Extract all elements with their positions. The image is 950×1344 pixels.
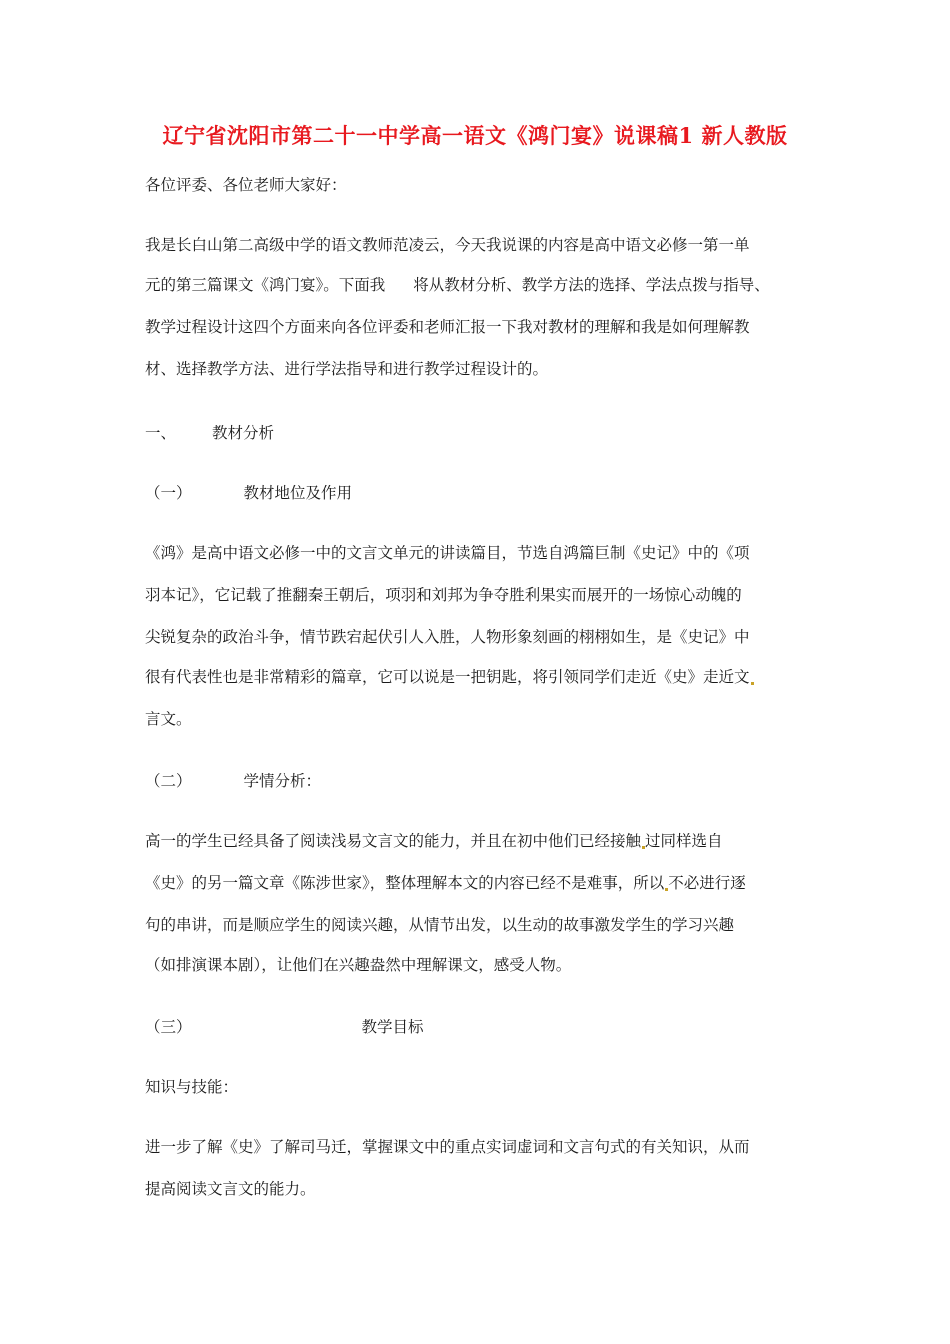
para2-line-2-part-a: 《史》的另一篇文章《陈涉世家》，整体理解本文的内容已经不是难事，所以 (145, 874, 665, 892)
intro-line-4 (145, 358, 548, 380)
annotation-mark (751, 682, 754, 685)
subsection-heading-1 (145, 482, 352, 504)
para1-line-5: 言文。 (145, 710, 192, 728)
para1-line-4-text: 很有代表性也是非常精彩的篇章，它可以说是一把钥匙，将引领同学们走近《史》走近文 (145, 668, 750, 686)
intro-line-4-part-a: 材、选择教学方法、进行学法指导 (145, 360, 378, 378)
para3-line-2: 提高阅读文言文的能力。 (145, 1180, 316, 1198)
subsection-number: （二） (145, 772, 192, 790)
subsection-heading-3 (145, 1016, 424, 1038)
document-title: 辽宁省沈阳市第二十一中学高一语文《鸿门宴》说课稿1 新人教版 (162, 123, 788, 148)
intro-line-2 (145, 274, 770, 296)
section-title: 教材分析 (212, 424, 275, 442)
subsection-number: （三） (145, 1018, 192, 1036)
subsection-title: 学情分析： (243, 772, 322, 790)
para1-line-3: 尖锐复杂的政治斗争，情节跌宕起伏引人入胜，人物形象刻画的栩栩如生，是《史记》中 (145, 628, 750, 646)
intro-line-2-part-a: 元的第三篇课文《鸿门宴》。下面我 (145, 276, 386, 294)
para1-line-1: 《鸿》是高中语文必修一中的文言文单元的讲读篇目，节选自鸿篇巨制《史记》中的《项 (145, 544, 750, 562)
subsection-title: 教学目标 (361, 1018, 424, 1036)
knowledge-label: 知识与技能： (145, 1078, 239, 1096)
greeting: 各位评委、各位老师大家好： (145, 176, 347, 194)
subsection-heading-2 (145, 770, 321, 792)
para2-line-1-part-a: 高一的学生已经具备了阅读浅易文言文的能力，并且在初中他们已经接触 (145, 832, 642, 850)
intro-line-4-part-b: 和进行教学过程设计的。 (377, 360, 549, 378)
para2-line-3: 句的串讲，而是顺应学生的阅读兴趣，从情节出发，以生动的故事激发学生的学习兴趣 (145, 916, 735, 934)
para2-line-1 (145, 830, 723, 852)
subsection-number: （一） (145, 484, 192, 502)
section-heading-1 (145, 422, 274, 444)
intro-line-1: 我是长白山第二高级中学的语文教师范凌云，今天我说课的内容是高中语文必修一第一单 (145, 236, 750, 254)
para2-line-4: （如排演课本剧），让他们在兴趣盎然中理解课文，感受人物。 (145, 956, 572, 974)
section-number: 一、 (145, 424, 177, 442)
subsection-title: 教材地位及作用 (243, 484, 353, 502)
para3-line-1: 进一步了解《史》了解司马迁，掌握课文中的重点实词虚词和文言句式的有关知识，从而 (145, 1138, 750, 1156)
para1-line-4 (145, 666, 754, 688)
para1-line-2: 羽本记》，它记载了推翻秦王朝后，项羽和刘邦为争夺胜利果实而展开的一场惊心动魄的 (145, 586, 742, 604)
para2-line-2-part-b: 不必进行逐 (668, 874, 746, 892)
para2-line-1-part-b: 过同样选自 (645, 832, 723, 850)
para2-line-2 (145, 872, 746, 894)
intro-line-3: 教学过程设计这四个方面来向各位评委和老师汇报一下我对教材的理解和我是如何理解教 (145, 318, 750, 336)
intro-line-2-part-b: 将从教材分析、教学方法的选择、学法点拨与指导、 (413, 276, 770, 294)
